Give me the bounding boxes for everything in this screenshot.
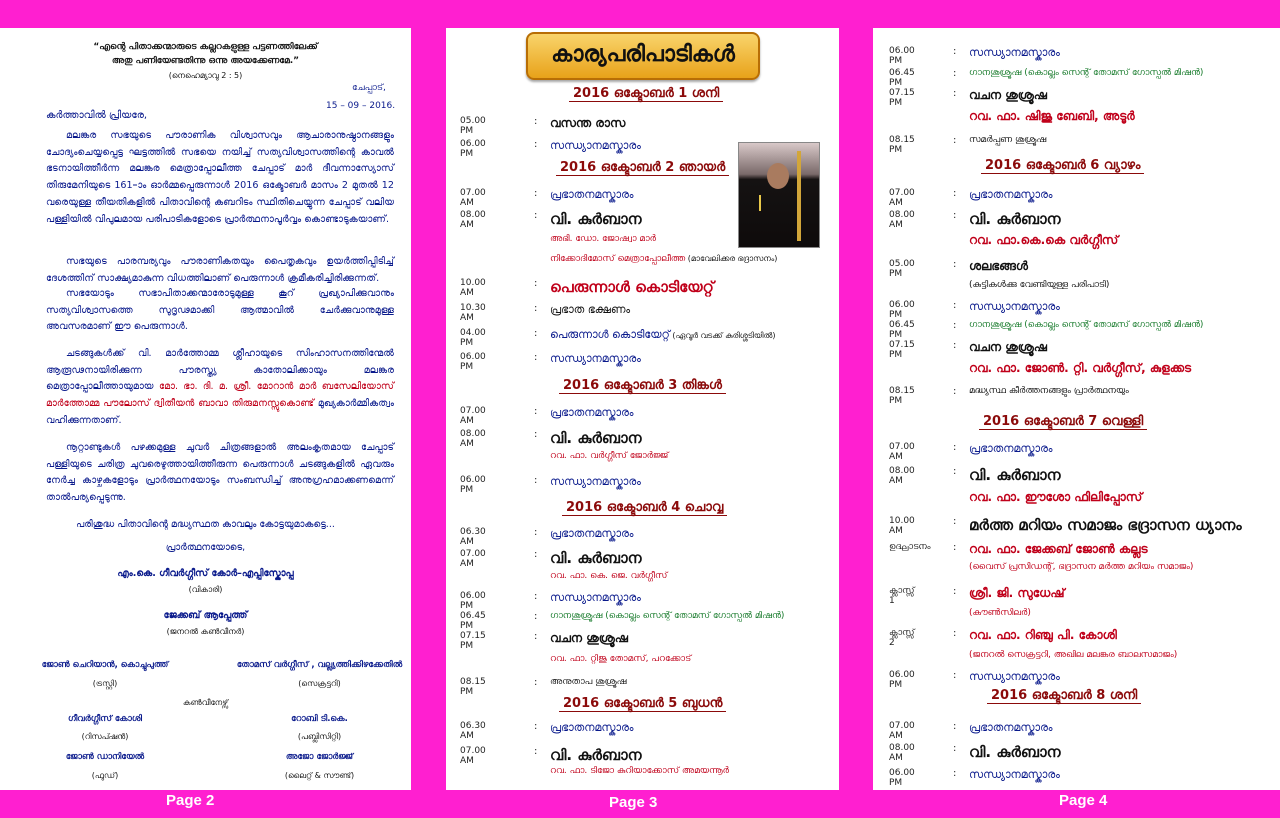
- convener-food-name: ജോൺ ഡാനിയേൽ: [65, 752, 145, 762]
- event-time: 06.00 PM: [460, 352, 486, 372]
- time-separator: :: [534, 549, 538, 560]
- event-text: റവ. ഫാ.കെ.കെ വർഗ്ഗീസ്: [969, 233, 1119, 247]
- date-heading-oct-6: 2016 ഒക്ടോബർ 6 വ്യാഴം: [981, 158, 1144, 174]
- event-time: 08.00 AM: [460, 210, 486, 230]
- quote-line-2: അതു പണിയേണ്ടതിന്നു ഒന്നു അയക്കേണമേ.”: [111, 56, 300, 66]
- event-text: അഭി. ഡോ. ജോഷ്വാ മാർ: [550, 234, 656, 244]
- secretary-name: തോമസ് വർഗ്ഗീസ് , വല്ല്യത്തിക്കിഴക്കേതിൽ: [236, 660, 403, 670]
- event-time: 07.00 AM: [889, 188, 915, 208]
- event-time: 08.00 AM: [889, 466, 915, 486]
- letter-paragraph-3: സഭയോടും സഭാപിതാക്കന്മാരോടുമുള്ള കൂറ് പ്രഖ്യാപിക്കുവാനും സത്യവിശ്വാസത്തെ സുദൃഢമാക്കി ആത്മാവിൽ ചേർക്കുവാനുമുള്ള അവസരമാണ് ഈ പെരുന്നാൾ.: [46, 288, 394, 333]
- event-time: 06.00 PM: [889, 670, 915, 690]
- secretary-role: (സെക്രട്ടറി): [298, 679, 341, 688]
- event-text: പെരുന്നാൾ കൊടിയേറ്റ്: [550, 278, 714, 296]
- paragraph-4-intro: ചടങ്ങുകൾക്ക് വി. മാർത്തോമ്മ ശ്ലീഹായുടെ സിംഹാസനത്തിന്മേൽ ആരൂഢനായിരിക്കുന്ന പൗരസ്ത്യ കാതോലിക്കായും മലങ്കര മെത്രാപ്പോലീത്തായുമായ: [46, 348, 394, 393]
- quote-line-1: “എന്റെ പിതാക്കന്മാരുടെ കല്ലറകളുള്ള പട്ടണത്തിലേക്ക്: [93, 42, 318, 52]
- letter-date: 15 – 09 – 2016.: [326, 101, 396, 111]
- time-separator: :: [534, 611, 538, 622]
- vicar-role: (വികാരി): [188, 585, 223, 594]
- event-text: റവ. ഫാ. ഈശോ ഫിലിപ്പോസ്: [969, 490, 1143, 504]
- time-separator: :: [953, 466, 957, 477]
- date-heading-oct-7: 2016 ഒക്ടോബർ 7 വെള്ളി: [979, 414, 1147, 430]
- event-time: 06.00 PM: [889, 46, 915, 66]
- prayer-line: പ്രാർത്ഥനയോടെ,: [165, 542, 246, 553]
- page-4-label: Page 4: [1059, 792, 1108, 809]
- event-time: 07.15 PM: [889, 340, 915, 360]
- letter-paragraph-5: നൂറ്റാണ്ടുകൾ പഴക്കമുള്ള ചുവർ ചിത്രങ്ങളാൽ അലംകൃതമായ ചേപ്പാട് പള്ളിയുടെ ചരിത്ര ചുവരെഴുത്തായിത്തീരുന്ന പെരുന്നാൾ ചടങ്ങുകളിൽ ഏവരും നേർച്ച കാഴ്ചകളോടും പ്രാർത്ഥനയോടും സംബന്ധിച്ച് അനുഗ്രഹമാക്കണമെന്ന് താൽപര്യപ്പെടുന്നു.: [46, 442, 394, 504]
- letter-paragraph-2: സഭയുടെ പാരമ്പര്യവും പൗരാണികതയും പൈതൃകവും ഉയർത്തിപ്പിടിച്ച് ദേശത്തിന് സാക്ഷ്യമാകുന്ന വിധത്തിലാണ് പെരുന്നാൾ ക്രമീകരിച്ചിരിക്കുന്നത്.: [46, 256, 394, 284]
- pectoral-cross-icon: [759, 195, 771, 211]
- convener-light-sound-role: (ലൈറ്റ് & സൗണ്ട്): [284, 771, 355, 780]
- event-text: പ്രഭാതനമസ്കാരം: [550, 188, 634, 201]
- event-text: റവ. ഫാ. റ്റിജു തോമസ്, പറക്കോട്: [550, 654, 692, 664]
- time-separator: :: [953, 516, 957, 527]
- time-separator: :: [953, 135, 957, 146]
- event-time: 06.45 PM: [889, 68, 915, 88]
- time-separator: :: [953, 628, 957, 639]
- time-separator: :: [534, 677, 538, 688]
- portrait-face: [767, 163, 789, 189]
- event-text: സന്ധ്യാനമസ്കാരം: [550, 139, 641, 152]
- event-time: 06.30 AM: [460, 527, 486, 547]
- event-time: ഉദ്ഘാടനം: [889, 542, 931, 552]
- event-text: മർത്ത മറിയം സമാജം ഭദ്രാസന ധ്യാനം: [969, 516, 1242, 534]
- time-separator: :: [534, 746, 538, 757]
- event-time: 06.00 PM: [889, 768, 915, 788]
- event-text: റവ. ഫാ. ജേക്കബ് ജോൺ കല്ലട: [969, 542, 1148, 556]
- event-text: പെരുന്നാൾ കൊടിയേറ്റ് (ഏവൂർ വടക്ക് കുരിശ്ശടിയിൽ): [550, 328, 776, 341]
- letter-paragraph-4: [46, 346, 394, 430]
- event-text: റവ. ഫാ. റിഞ്ചു പി. കോശി: [969, 628, 1117, 642]
- event-text: സമർപ്പണ ശുശ്രൂഷ: [969, 135, 1047, 145]
- trustee-name: ജോൺ ചെറിയാൻ, കൊച്ചുപുത്ത്: [41, 660, 169, 670]
- time-separator: :: [534, 139, 538, 150]
- convener-publicity-role: (പബ്ലിസിറ്റി): [297, 732, 342, 741]
- event-time: 06.00 PM: [460, 591, 486, 611]
- time-separator: :: [534, 406, 538, 417]
- event-time: 08.15 PM: [889, 386, 915, 406]
- convener-publicity-name: റോബി ടി.കെ.: [291, 714, 348, 724]
- event-time: 05.00 PM: [460, 116, 486, 136]
- time-separator: :: [953, 300, 957, 311]
- time-separator: :: [534, 278, 538, 289]
- event-time: 08.15 PM: [889, 135, 915, 155]
- time-separator: :: [953, 743, 957, 754]
- event-text: വസന്ത രാസ: [550, 116, 626, 130]
- time-separator: :: [534, 303, 538, 314]
- page-2-panel: [0, 28, 411, 790]
- time-separator: :: [534, 721, 538, 732]
- event-text: മദ്ധ്യസ്ഥ കീർത്തനങ്ങളും പ്രാർത്ഥനയും: [969, 386, 1129, 396]
- time-separator: :: [953, 320, 957, 331]
- event-time: ക്ലാസ്സ് 2: [889, 628, 915, 648]
- page-2-label: Page 2: [166, 792, 215, 809]
- event-text: റവ. ഫാ. ടിജോ കുറിയാക്കോസ് അമയന്നൂർ: [550, 766, 729, 776]
- event-text: വചന ശുശ്രൂഷ: [969, 340, 1047, 354]
- date-heading-oct-4: 2016 ഒക്ടോബർ 4 ചൊവ്വ: [562, 500, 727, 516]
- page-3-label: Page 3: [609, 794, 658, 811]
- time-separator: :: [953, 542, 957, 553]
- event-text: വചന ശുശ്രൂഷ: [969, 88, 1047, 102]
- time-separator: :: [953, 88, 957, 99]
- event-text: പ്രഭാതനമസ്കാരം: [969, 721, 1053, 734]
- date-heading-oct-8: 2016 ഒക്ടോബർ 8 ശനി: [987, 688, 1141, 704]
- event-time: 06.00 PM: [460, 475, 486, 495]
- letter-paragraph-1: മലങ്കര സഭയുടെ പൗരാണിക വിശ്വാസവും ആചാരാനുഷ്ഠാനങ്ങളും ചോദ്യംചെയ്യപ്പെട്ട ഘട്ടത്തിൽ സഭയെ നയിച്ച് സത്യവിശ്വാസത്തിന്റെ കാവൽ ഭടനായിത്തീർന്ന മലങ്കര മെത്രാപ്പോലീത്ത ചേപ്പാട് മാർ ദീവന്നാസ്യോസ് തിരുമേനിയുടെ 161–ാം ഓർമ്മപ്പെരുന്നാൾ 2016 ഒക്ടോബർ മാസം 2 മുതൽ 12 വരെയുള്ള തീയതികളിൽ പിതാവിന്റെ കബറിടം സ്ഥിതിചെയ്യുന്ന ചേപ്പാട് വലിയ പള്ളിയിൽ വിപുലമായ പരിപാടികളോടെ പ്രാർത്ഥനാപൂർവ്വം കൊണ്ടാടുകയാണ്.: [46, 130, 394, 225]
- time-separator: :: [953, 210, 957, 221]
- event-text: ഗാനശുശ്രൂഷ (കൊല്ലം സെന്റ് തോമസ് ഗോസ്പൽ മിഷൻ): [969, 320, 1204, 330]
- event-text: സന്ധ്യാനമസ്കാരം: [550, 591, 641, 604]
- letter-greeting: കർത്താവിൽ പ്രിയരേ,: [46, 110, 148, 121]
- event-text: വി. കുർബാന: [550, 549, 642, 567]
- event-time: 08.00 AM: [460, 429, 486, 449]
- event-time: 07.00 AM: [889, 721, 915, 741]
- event-time: 05.00 PM: [889, 259, 915, 279]
- event-text: പ്രഭാതനമസ്കാരം: [969, 442, 1053, 455]
- conveners-heading: കൺവീനേഴ്സ്: [182, 698, 229, 707]
- event-text: റവ. ഫാ. ഷിജു ബേബി, അടൂർ: [969, 109, 1135, 123]
- general-convener-role: (ജനറൽ കൺവീനർ): [166, 627, 245, 636]
- bishop-portrait: [738, 142, 820, 248]
- event-text: വി. കുർബാന: [969, 743, 1061, 761]
- paragraph-4-end: മുഖ്യകാർമ്മികത്വം വഹിക്കുന്നതാണ്.: [46, 398, 394, 426]
- event-time: 07.00 AM: [460, 549, 486, 569]
- event-time: 10.00 AM: [889, 516, 915, 536]
- time-separator: :: [534, 116, 538, 127]
- event-text: സന്ധ്യാനമസ്കാരം: [550, 352, 641, 365]
- page-4-panel: [873, 28, 1280, 790]
- event-time: 10.00 AM: [460, 278, 486, 298]
- convener-light-sound-name: അജോ ജോർജ്ജ്: [285, 752, 354, 762]
- date-heading-oct-5: 2016 ഒക്ടോബർ 5 ബുധൻ: [559, 696, 726, 712]
- event-text: അനുതാപ ശുശ്രൂഷ: [550, 677, 627, 687]
- event-time: 07.00 AM: [460, 746, 486, 766]
- event-text: ശ്രീ. ജി. സുധേഷ്: [969, 586, 1065, 600]
- event-time: 07.00 AM: [460, 188, 486, 208]
- event-text: വി. കുർബാന: [969, 210, 1061, 228]
- trustee-role: (ട്രസ്റ്റി): [92, 679, 118, 688]
- time-separator: :: [953, 188, 957, 199]
- catholicos-name: മോ. ഭാ. ദി. മ. ശ്രീ. മോറാൻ മാർ ബസേലിയോസ് മാർത്തോമ്മ പൗലോസ് ദ്വിതീയൻ ബാവാ തിരുമനസ്സുകൊണ്ട്: [46, 381, 395, 410]
- event-time: 08.00 AM: [889, 210, 915, 230]
- event-text: പ്രഭാതനമസ്കാരം: [550, 527, 634, 540]
- event-time: 07.00 AM: [460, 406, 486, 426]
- time-separator: :: [534, 429, 538, 440]
- event-text: സന്ധ്യാനമസ്കാരം: [969, 300, 1060, 313]
- event-time: 06.00 PM: [460, 139, 486, 159]
- event-time: 08.00 AM: [889, 743, 915, 763]
- date-heading-oct-2: 2016 ഒക്ടോബർ 2 ഞായർ: [556, 160, 729, 176]
- event-text: നിക്കോദിമോസ് മെത്രാപ്പോലീത്ത (മാവേലിക്കര ഭദ്രാസനം): [550, 254, 778, 264]
- event-text: പ്രഭാതനമസ്കാരം: [550, 406, 634, 419]
- event-time: 06.45 PM: [889, 320, 915, 340]
- page-3-panel: [446, 28, 839, 790]
- event-text: റവ. ഫാ. വർഗ്ഗീസ് ജോർജ്ജ്: [550, 451, 669, 461]
- time-separator: :: [534, 328, 538, 339]
- time-separator: :: [953, 442, 957, 453]
- event-text: വചന ശുശ്രൂഷ: [550, 631, 628, 645]
- time-separator: :: [953, 46, 957, 57]
- event-text: വി. കുർബാന: [550, 746, 642, 764]
- event-text: സന്ധ്യാനമസ്കാരം: [550, 475, 641, 488]
- time-separator: :: [534, 352, 538, 363]
- event-text: വി. കുർബാന: [969, 466, 1061, 484]
- convener-reception-name: ഗീവർഗ്ഗീസ് കോശി: [68, 714, 142, 724]
- vicar-name: എം.കെ. ഗീവർഗ്ഗീസ് കോർ–എപ്പിസ്കോപ്പ: [117, 568, 294, 579]
- event-text: പ്രഭാതനമസ്കാരം: [550, 721, 634, 734]
- event-time: 06.45 PM: [460, 611, 486, 631]
- event-text: ശലഭങ്ങൾ: [969, 259, 1028, 273]
- time-separator: :: [953, 768, 957, 779]
- time-separator: :: [953, 259, 957, 270]
- event-time: ക്ലാസ്സ് 1: [889, 586, 915, 606]
- event-time: 04.00 PM: [460, 328, 486, 348]
- convener-food-role: (ഫുഡ്): [91, 771, 119, 780]
- time-separator: :: [534, 631, 538, 642]
- event-text: പ്രഭാതനമസ്കാരം: [969, 188, 1053, 201]
- time-separator: :: [953, 68, 957, 79]
- event-text: പ്രഭാത ഭക്ഷണം: [550, 303, 631, 316]
- event-time: 06.30 AM: [460, 721, 486, 741]
- date-heading-oct-1: 2016 ഒക്ടോബർ 1 ശനി: [569, 86, 723, 102]
- event-note: (മാവേലിക്കര ഭദ്രാസനം): [685, 254, 778, 263]
- event-time: 07.15 PM: [460, 631, 486, 651]
- event-text: റവ. ഫാ. ജോൺ. റ്റി. വർഗ്ഗീസ്, കുളക്കട: [969, 361, 1192, 375]
- quote-reference: (നെഹെമ്യാവു 2 : 5): [168, 71, 243, 80]
- event-text: (കൗൺസിലർ): [969, 608, 1031, 618]
- date-heading-oct-3: 2016 ഒക്ടോബർ 3 തിങ്കൾ: [559, 378, 726, 394]
- time-separator: :: [953, 386, 957, 397]
- blessing-line: പരിശുദ്ധ പിതാവിന്റെ മദ്ധ്യസ്ഥത കാവലും കോട്ടയുമാകട്ടെ...: [76, 519, 335, 530]
- time-separator: :: [534, 188, 538, 199]
- event-text: സന്ധ്യാനമസ്കാരം: [969, 670, 1060, 683]
- crozier-icon: [797, 151, 801, 241]
- event-text: (വൈസ് പ്രസിഡന്റ്, ഭദ്രാസന മർത്ത മറിയം സമാജം): [969, 562, 1194, 572]
- time-separator: :: [534, 475, 538, 486]
- letter-place: ചേപ്പാട്,: [352, 83, 386, 93]
- event-text: വി. കുർബാന: [550, 429, 642, 447]
- event-text: വി. കുർബാന: [550, 210, 642, 228]
- event-time: 07.15 PM: [889, 88, 915, 108]
- time-separator: :: [953, 340, 957, 351]
- event-text: ഗാനശുശ്രൂഷ (കൊല്ലം സെന്റ് തോമസ് ഗോസ്പൽ മിഷൻ): [969, 68, 1204, 78]
- event-time: 07.00 AM: [889, 442, 915, 462]
- general-convener-name: ജേക്കബ് ആപ്പേത്ത്: [163, 610, 248, 621]
- event-text: സന്ധ്യാനമസ്കാരം: [969, 46, 1060, 59]
- time-separator: :: [953, 586, 957, 597]
- event-time: 06.00 PM: [889, 300, 915, 320]
- event-text: സന്ധ്യാനമസ്കാരം: [969, 768, 1060, 781]
- time-separator: :: [953, 721, 957, 732]
- event-text: (കുട്ടികൾക്കു വേണ്ടിയുള്ള പരിപാടി): [969, 280, 1110, 290]
- event-time: 08.15 PM: [460, 677, 486, 697]
- time-separator: :: [534, 210, 538, 221]
- programme-banner: കാര്യപരിപാടികൾ: [526, 32, 760, 80]
- event-time: 10.30 AM: [460, 303, 486, 323]
- time-separator: :: [953, 670, 957, 681]
- event-text: (ജനറൽ സെക്രട്ടറി, അഖില മലങ്കര ബാലസമാജം): [969, 650, 1178, 660]
- time-separator: :: [534, 527, 538, 538]
- event-text: ഗാനശുശ്രൂഷ (കൊല്ലം സെന്റ് തോമസ് ഗോസ്പൽ മിഷൻ): [550, 611, 785, 621]
- time-separator: :: [534, 591, 538, 602]
- event-note: (ഏവൂർ വടക്ക് കുരിശ്ശടിയിൽ): [669, 331, 776, 340]
- event-text: റവ. ഫാ. കെ. ജെ. വർഗ്ഗീസ്: [550, 571, 668, 581]
- convener-reception-role: (റിസപ്ഷൻ): [81, 732, 129, 741]
